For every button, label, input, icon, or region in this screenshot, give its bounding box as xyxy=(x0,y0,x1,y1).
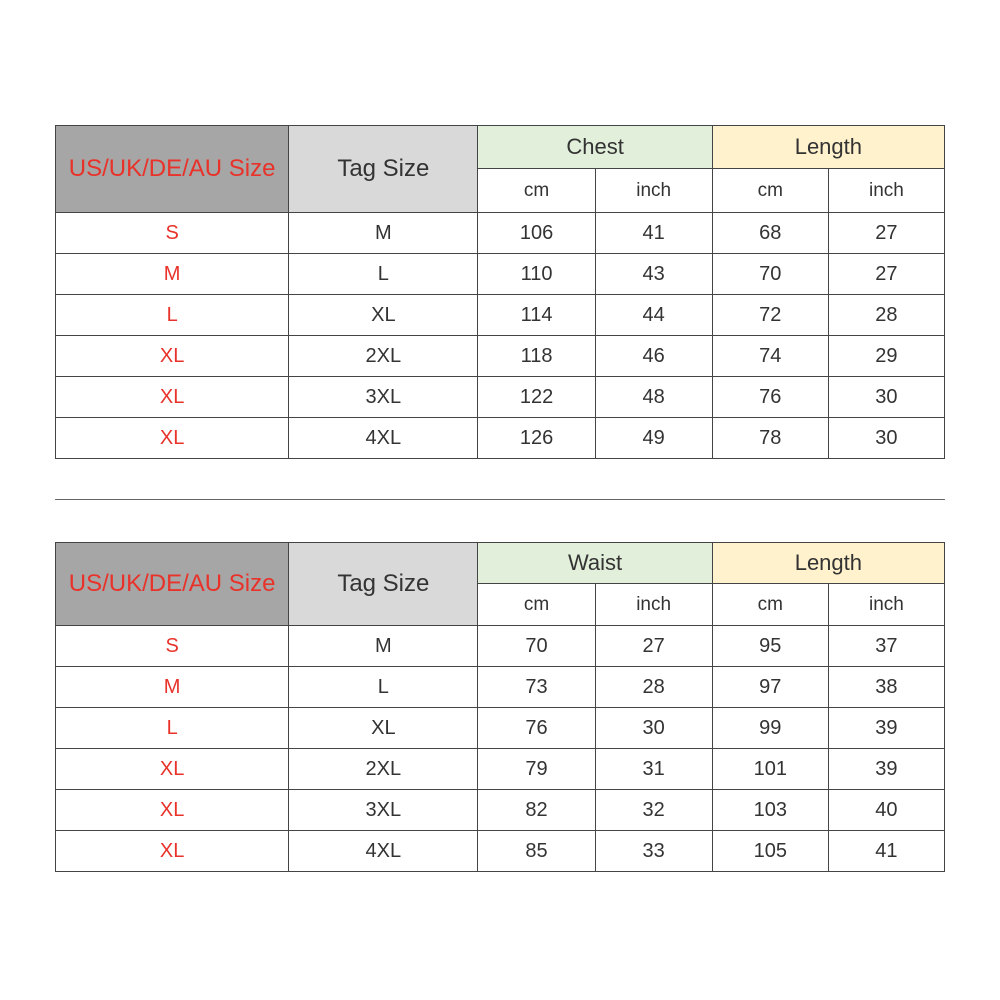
table-row xyxy=(56,377,945,418)
measure-inch-cell: 41 xyxy=(595,213,712,254)
length-inch-cell: 30 xyxy=(828,418,944,459)
measure-cm-cell: 126 xyxy=(478,418,595,459)
us-size-cell: XL xyxy=(56,336,289,377)
length-header: Length xyxy=(712,543,944,584)
measure-cm-cell: 85 xyxy=(478,831,595,872)
table-row xyxy=(56,667,945,708)
measure-cm-cell: 106 xyxy=(478,213,595,254)
tag-size-header: Tag Size xyxy=(289,543,478,626)
tag-size-cell: 3XL xyxy=(289,377,478,418)
length-inch-cell: 29 xyxy=(828,336,944,377)
table-row xyxy=(56,790,945,831)
unit-cm: cm xyxy=(478,584,595,626)
table-row xyxy=(56,708,945,749)
length-cm-cell: 78 xyxy=(712,418,828,459)
measure-inch-cell: 33 xyxy=(595,831,712,872)
length-inch-cell: 41 xyxy=(828,831,944,872)
table-row xyxy=(56,336,945,377)
measure-cm-cell: 79 xyxy=(478,749,595,790)
us-size-cell: XL xyxy=(56,831,289,872)
table-row xyxy=(56,749,945,790)
table-row xyxy=(56,831,945,872)
length-cm-cell: 72 xyxy=(712,295,828,336)
chest-header: Chest xyxy=(478,126,712,169)
tag-size-cell: 4XL xyxy=(289,831,478,872)
length-inch-cell: 27 xyxy=(828,213,944,254)
bottom-size-table xyxy=(55,542,945,872)
us-size-cell: XL xyxy=(56,749,289,790)
unit-inch: inch xyxy=(595,169,712,213)
measure-cm-cell: 114 xyxy=(478,295,595,336)
measure-inch-cell: 49 xyxy=(595,418,712,459)
table-row xyxy=(56,254,945,295)
us-size-header: US/UK/DE/AU Size xyxy=(56,543,289,626)
tag-size-header: Tag Size xyxy=(289,126,478,213)
unit-inch: inch xyxy=(828,169,944,213)
measure-cm-cell: 70 xyxy=(478,626,595,667)
us-size-header: US/UK/DE/AU Size xyxy=(56,126,289,213)
measure-cm-cell: 122 xyxy=(478,377,595,418)
us-size-cell: M xyxy=(56,667,289,708)
length-cm-cell: 76 xyxy=(712,377,828,418)
measure-inch-cell: 30 xyxy=(595,708,712,749)
section-divider xyxy=(55,499,945,500)
tag-size-cell: 3XL xyxy=(289,790,478,831)
measure-inch-cell: 32 xyxy=(595,790,712,831)
tag-size-cell: 2XL xyxy=(289,749,478,790)
length-inch-cell: 28 xyxy=(828,295,944,336)
us-size-cell: S xyxy=(56,213,289,254)
us-size-cell: M xyxy=(56,254,289,295)
unit-cm: cm xyxy=(712,169,828,213)
length-header: Length xyxy=(712,126,944,169)
size-rows xyxy=(56,213,945,459)
measure-inch-cell: 43 xyxy=(595,254,712,295)
us-size-cell: XL xyxy=(56,790,289,831)
measure-inch-cell: 31 xyxy=(595,749,712,790)
tag-size-cell: XL xyxy=(289,708,478,749)
table-row xyxy=(56,418,945,459)
us-size-cell: XL xyxy=(56,418,289,459)
measure-inch-cell: 27 xyxy=(595,626,712,667)
size-rows xyxy=(56,626,945,872)
length-inch-cell: 37 xyxy=(828,626,944,667)
length-cm-cell: 103 xyxy=(712,790,828,831)
table-row xyxy=(56,626,945,667)
length-cm-cell: 68 xyxy=(712,213,828,254)
length-inch-cell: 40 xyxy=(828,790,944,831)
unit-inch: inch xyxy=(828,584,944,626)
length-inch-cell: 39 xyxy=(828,708,944,749)
measure-inch-cell: 28 xyxy=(595,667,712,708)
waist-header: Waist xyxy=(478,543,712,584)
measure-inch-cell: 46 xyxy=(595,336,712,377)
table-row xyxy=(56,213,945,254)
measure-cm-cell: 82 xyxy=(478,790,595,831)
length-cm-cell: 95 xyxy=(712,626,828,667)
us-size-cell: L xyxy=(56,708,289,749)
table-row xyxy=(56,295,945,336)
us-size-cell: L xyxy=(56,295,289,336)
tag-size-cell: L xyxy=(289,254,478,295)
length-cm-cell: 97 xyxy=(712,667,828,708)
top-size-table xyxy=(55,125,945,459)
measure-cm-cell: 110 xyxy=(478,254,595,295)
unit-cm: cm xyxy=(712,584,828,626)
length-inch-cell: 38 xyxy=(828,667,944,708)
measure-inch-cell: 44 xyxy=(595,295,712,336)
tag-size-cell: 4XL xyxy=(289,418,478,459)
tag-size-cell: M xyxy=(289,213,478,254)
measure-cm-cell: 76 xyxy=(478,708,595,749)
length-cm-cell: 70 xyxy=(712,254,828,295)
unit-inch: inch xyxy=(595,584,712,626)
us-size-cell: XL xyxy=(56,377,289,418)
length-cm-cell: 101 xyxy=(712,749,828,790)
length-cm-cell: 74 xyxy=(712,336,828,377)
length-inch-cell: 27 xyxy=(828,254,944,295)
unit-cm: cm xyxy=(478,169,595,213)
us-size-cell: S xyxy=(56,626,289,667)
tag-size-cell: 2XL xyxy=(289,336,478,377)
length-cm-cell: 105 xyxy=(712,831,828,872)
tag-size-cell: L xyxy=(289,667,478,708)
tag-size-cell: M xyxy=(289,626,478,667)
measure-cm-cell: 118 xyxy=(478,336,595,377)
length-inch-cell: 39 xyxy=(828,749,944,790)
length-inch-cell: 30 xyxy=(828,377,944,418)
length-cm-cell: 99 xyxy=(712,708,828,749)
tag-size-cell: XL xyxy=(289,295,478,336)
measure-inch-cell: 48 xyxy=(595,377,712,418)
measure-cm-cell: 73 xyxy=(478,667,595,708)
